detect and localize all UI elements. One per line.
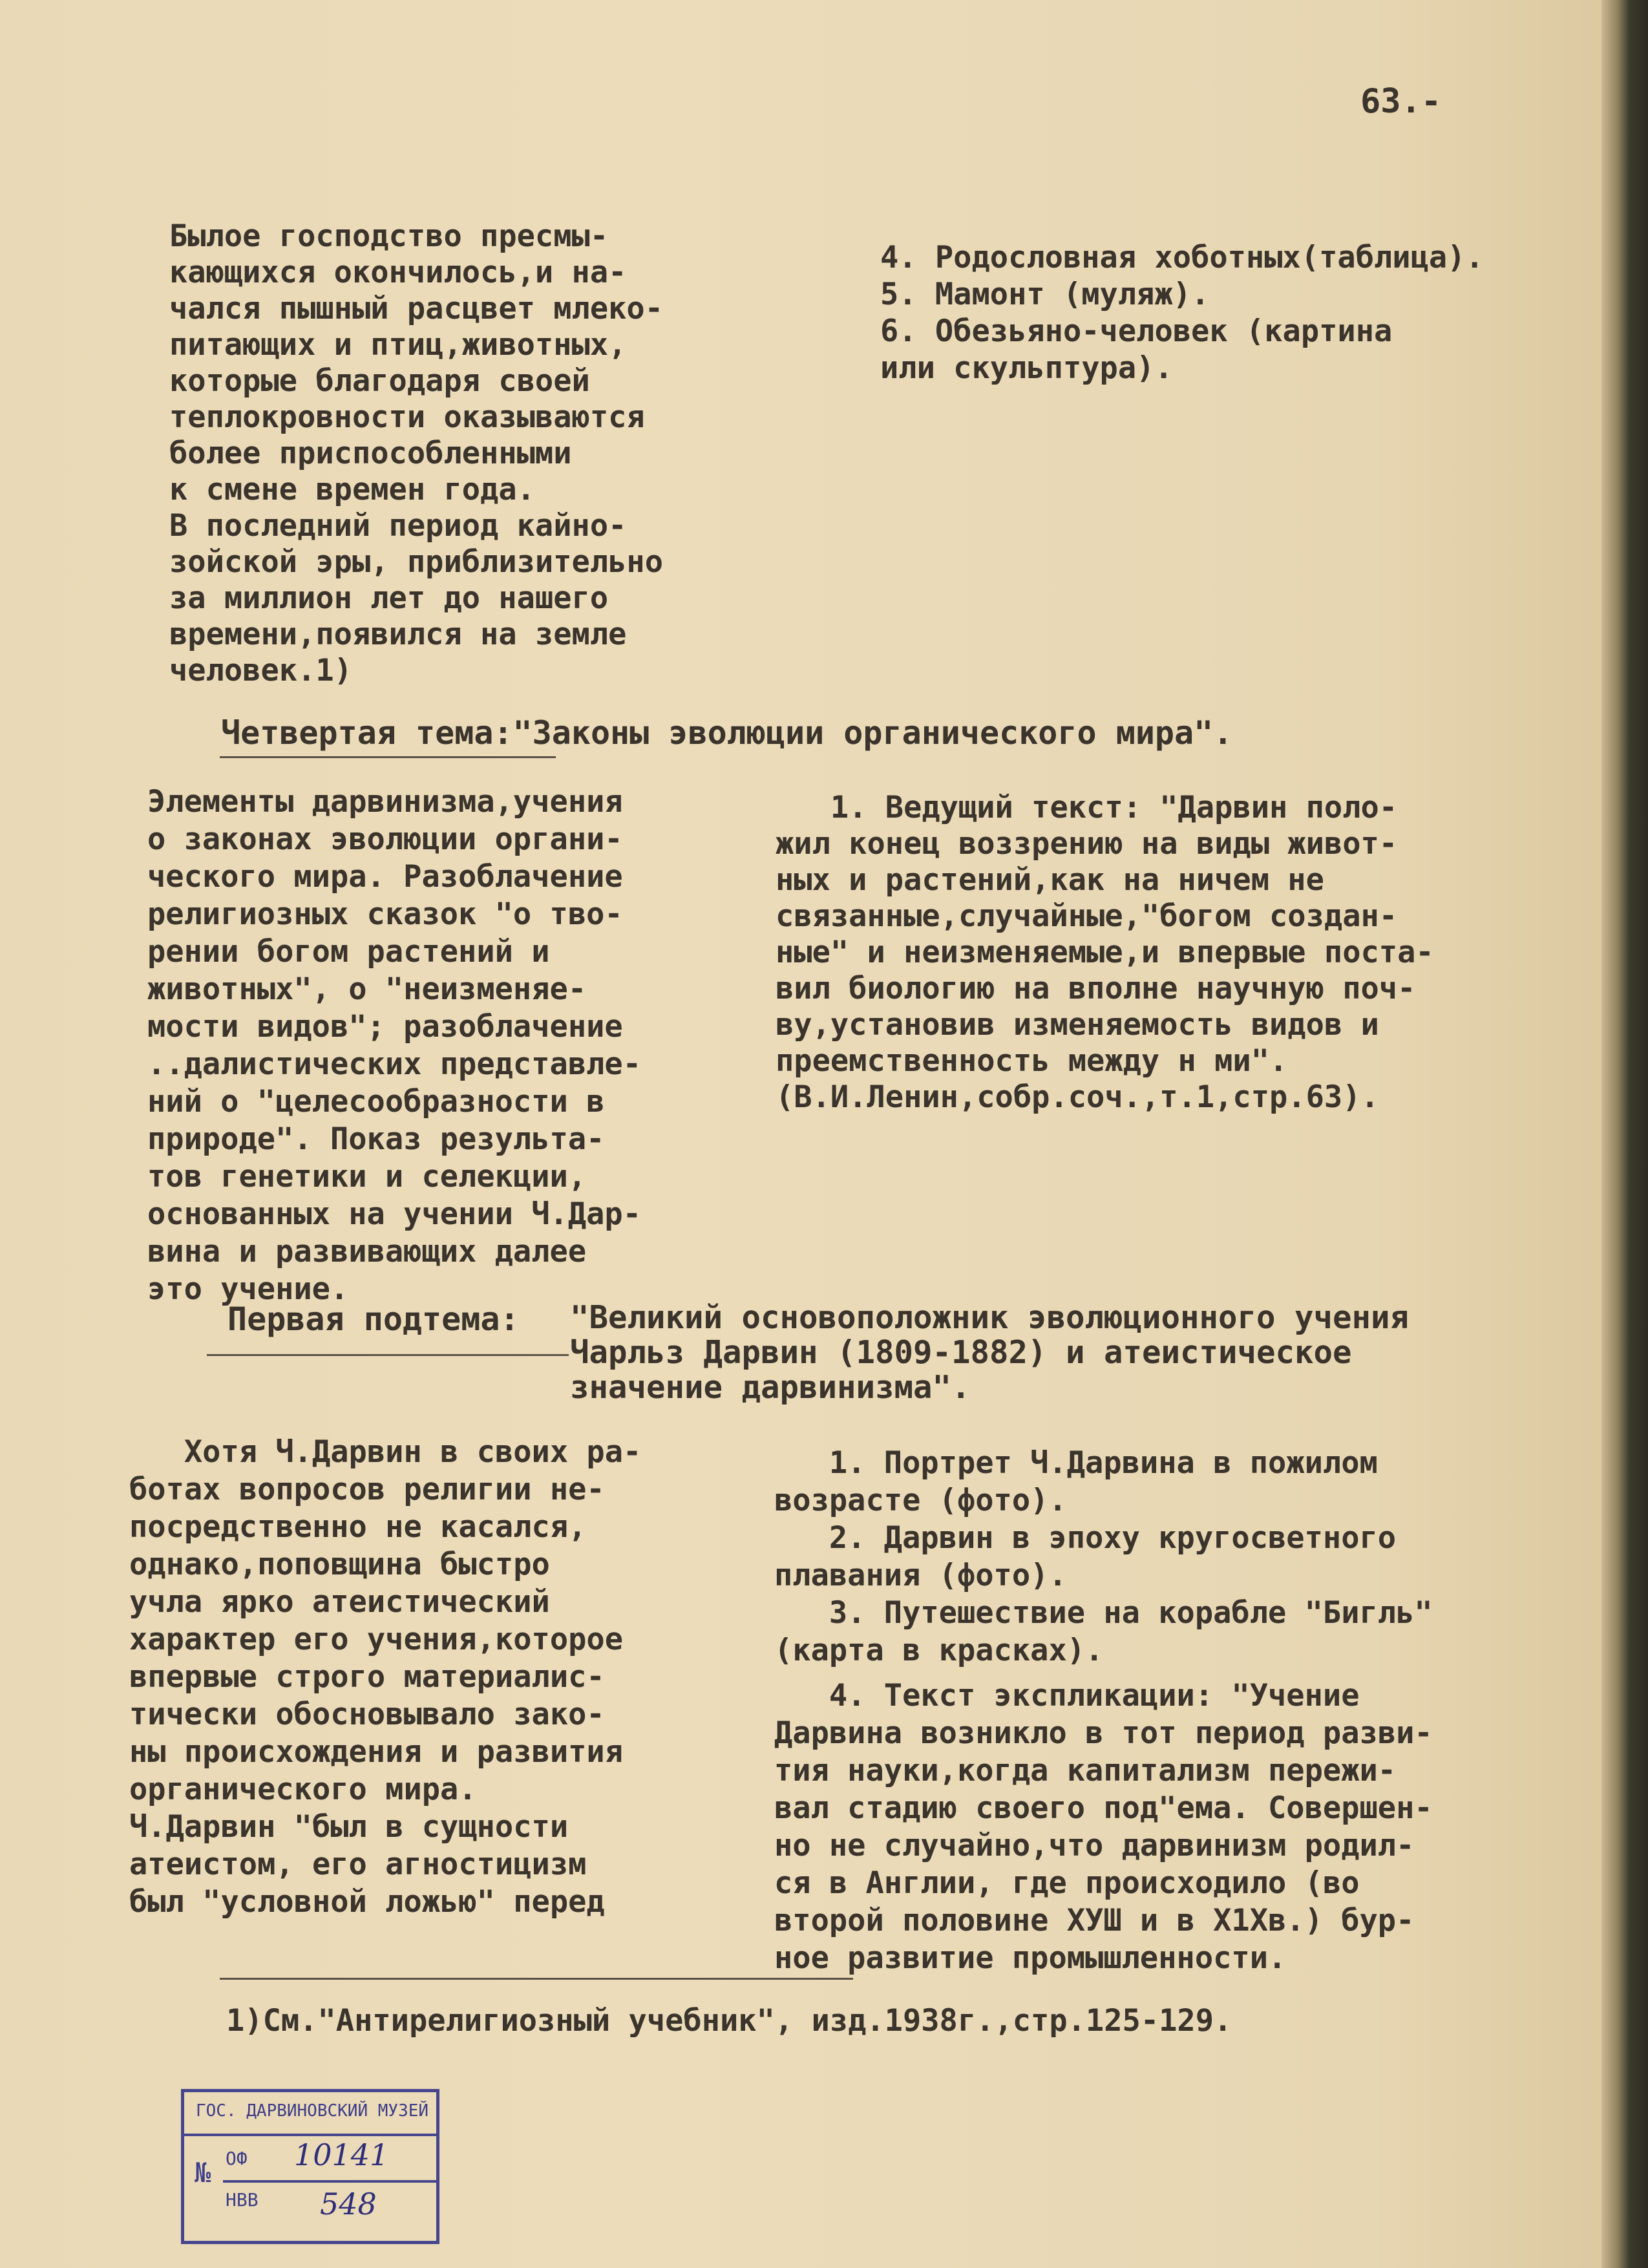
- subtheme1-title: "Великий основоположник эволюционного учения Чарльз Дарвин (1809-1882) и атеистическое значение дарвинизма".: [570, 1299, 1410, 1406]
- scan-edge: [1601, 0, 1648, 2268]
- theme4-heading-underline: [220, 756, 556, 758]
- subtheme1-left-text: Хотя Ч.Дарвин в своих ра- ботах вопросов религии не- посредственно не касался, однако,поповщина быстро учла ярко атеистический характер его учения,которое впервые строго материалис- тически обосновывало зако- ны происхождения и развития органического мира. Ч.Дарвин "был в сущности атеистом, его агностицизм был "условной ложью" перед: [129, 1434, 642, 1920]
- stamp-number-sign: №: [195, 2157, 211, 2189]
- subtheme1-right-explication: 4. Текст экспликации: "Учение Дарвина возникло в тот период разви- тия науки,когда капитализм пережи- вал стадию своего под"ема. Совершен- но не случайно,что дарвинизм родил- ся в Англии, где происходило (во второй половине ХУШ и в Х1Хв.) бур- ное развитие промышленности.: [774, 1678, 1433, 1976]
- theme4-right-text: 1. Ведущий текст: "Дарвин поло- жил конец воззрению на виды живот- ных и растений,как на ничем не связанные,случайные,"богом создан- ные" и неизменяемые,и впервые поста- вил биологию на вполне научную поч- ву,установив изменяемость видов и преемственность между н ми". (В.И.Ленин,собр.соч.,т.1,стр.63).: [776, 790, 1434, 1115]
- footnote: 1)См."Антирелигиозный учебник", изд.1938г.,стр.125-129.: [226, 2003, 1232, 2039]
- stamp-of-number: 10141: [294, 2137, 389, 2172]
- intro-right-list: 4. Родословная хоботных(таблица). 5. Мамонт (муляж). 6. Обезьяно-человек (картина или скульптура).: [880, 240, 1484, 386]
- subtheme1-underline: [207, 1354, 569, 1356]
- subtheme1-label: Первая подтема:: [227, 1300, 520, 1338]
- footnote-rule: [220, 1978, 853, 1980]
- subtheme1-right-list: 1. Портрет Ч.Дарвина в пожилом возрасте (фото). 2. Дарвин в эпоху кругосветного плавания (фото). 3. Путешествие на корабле "Бигль" (карта в красках).: [774, 1445, 1433, 1668]
- stamp-nvv-number: 548: [320, 2187, 377, 2221]
- page-number: 63.-: [1360, 82, 1442, 121]
- stamp-of-label: ОФ: [226, 2148, 248, 2169]
- theme4-left-text: Элементы дарвинизма,учения о законах эволюции органи- ческого мира. Разоблачение религиозных сказок "о тво- рении богом растений и животных", о "неизменяе- мости видов"; разоблачение ..далистических представле- ний о "целесообразности в природе". Показ результа- тов генетики и селекции, основанных на учении Ч.Дар- вина и развивающих далее это учение.: [147, 784, 642, 1307]
- intro-left-text: Былое господство пресмы- кающихся окончилось,и на- чался пышный расцвет млеко- питающих и птиц,животных, которые благодаря своей теплокровности оказываются более приспособленными к смене времен года. В последний период кайно- зойской эры, приблизительно за миллион лет до нашего времени,появился на земле человек.1): [169, 218, 664, 688]
- stamp-nvv-label: НВВ: [226, 2189, 259, 2210]
- museum-stamp: [181, 2089, 439, 2244]
- theme4-heading: Четвертая тема:"Законы эволюции органического мира".: [221, 714, 1233, 752]
- stamp-header: ГОС. ДАРВИНОВСКИЙ МУЗЕЙ: [196, 2101, 429, 2121]
